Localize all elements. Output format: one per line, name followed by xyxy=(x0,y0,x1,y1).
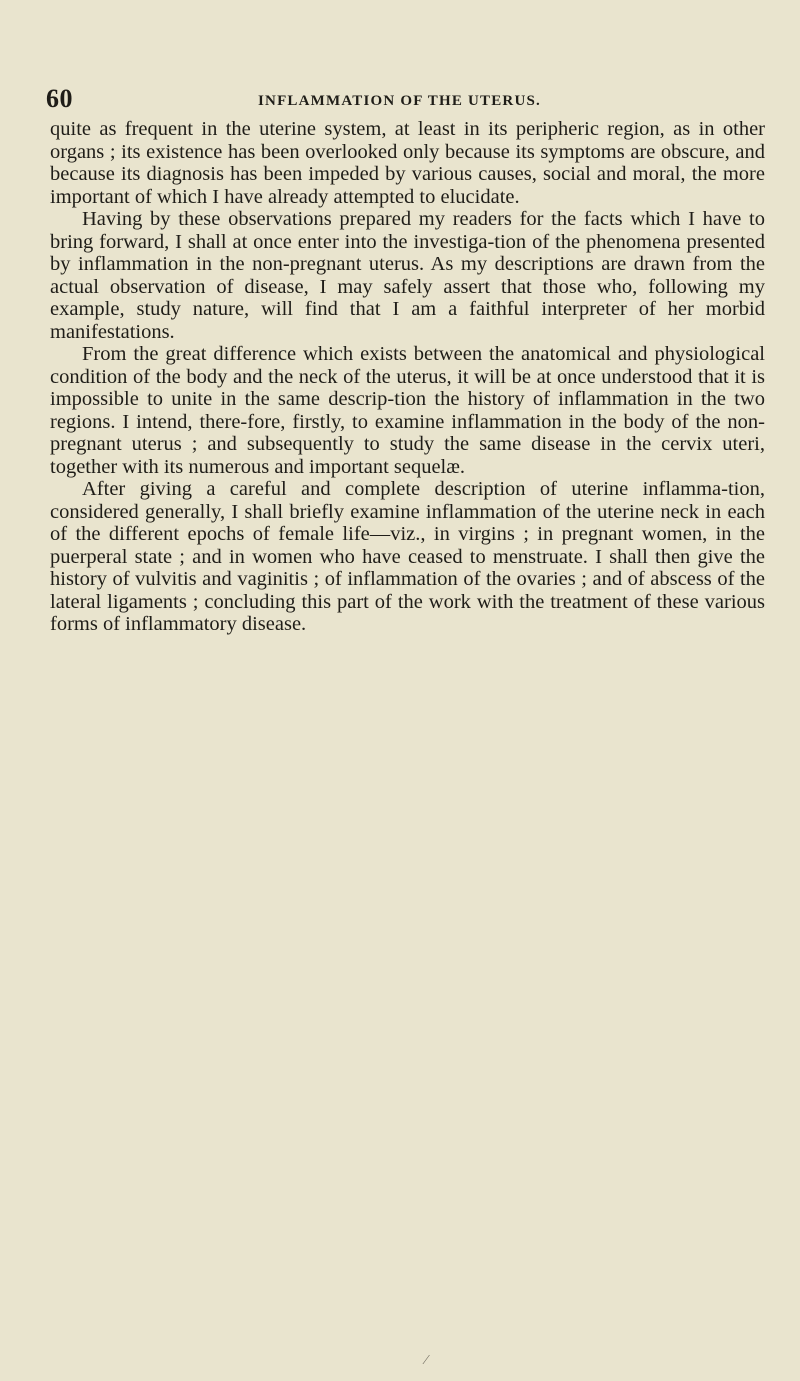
paragraph-4: After giving a careful and complete description of uterine inflamma-tion, considered generally, I shall briefly examine inflammation of the uterine neck in each of the different epochs of female life—viz., in virgins ; in pregnant women, in the puerperal state ; and in women who have ceased to menstruate. I shall then give the history of vulvitis and vaginitis ; of inflammation of the ovaries ; and of abscess of the lateral ligaments ; concluding this part of the work with the treatment of these various forms of inflammatory disease. xyxy=(50,478,765,635)
paragraph-2: Having by these observations prepared my readers for the facts which I have to bring forward, I shall at once enter into the investiga-tion of the phenomena presented by inflammation in the non-pregnant uterus. As my descriptions are drawn from the actual observation of disease, I may safely assert that those who, following my example, study nature, will find that I am a faithful interpreter of her morbid manifestations. xyxy=(50,208,765,343)
stray-mark: ⁄ xyxy=(425,1353,428,1368)
body-text xyxy=(50,118,765,636)
page-header xyxy=(0,84,800,116)
paragraph-1: quite as frequent in the uterine system, at least in its peripheric region, as in other organs ; its existence has been overlooked only because its symptoms are obscure, and because its diagnosis has been impeded by various causes, social and moral, the more important of which I have already attempted to elucidate. xyxy=(50,118,765,208)
paragraph-3: From the great difference which exists between the anatomical and physiological condition of the body and the neck of the uterus, it will be at once understood that it is impossible to unite in the same descrip-tion the history of inflammation in the two regions. I intend, there-fore, firstly, to examine inflammation in the body of the non-pregnant uterus ; and subsequently to study the same disease in the cervix uteri, together with its numerous and important sequelæ. xyxy=(50,343,765,478)
page-number: 60 xyxy=(46,84,73,113)
running-head: INFLAMMATION OF THE UTERUS. xyxy=(258,93,541,109)
